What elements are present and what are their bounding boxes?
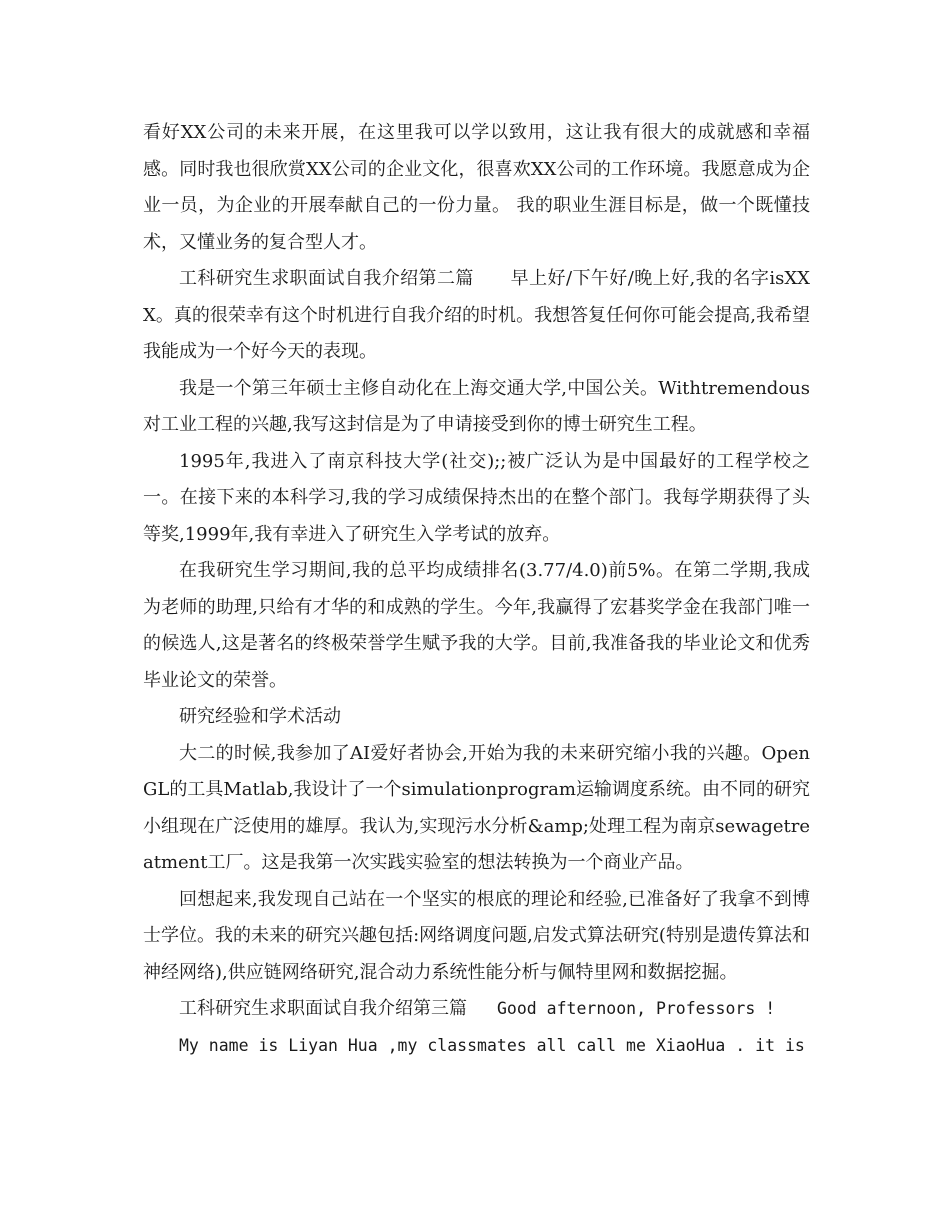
paragraph-1: 看好XX公司的未来开展，在这里我可以学以致用，这让我有很大的成就感和幸福感。同时我也很欣赏XX公司的企业文化，很喜欢XX公司的工作环境。我愿意成为企业一员，为企业的开展奉献自己的一份力量。 我的职业生涯目标是，做一个既懂技术，又懂业务的复合型人才。 bbox=[143, 122, 810, 253]
section-heading: 研究经验和学术活动 bbox=[179, 706, 341, 727]
paragraph-3: 我是一个第三年硕士主修自动化在上海交通大学,中国公关。Withtremendous对工业工程的兴趣,我写这封信是为了申请接受到你的博士研究生工程。 bbox=[143, 377, 810, 435]
greeting-text: Good afternoon, Professors ! bbox=[497, 999, 776, 1018]
document-body bbox=[143, 115, 810, 1064]
paragraph-2: 工科研究生求职面试自我介绍第二篇 早上好/下午好/晚上好,我的名字isXXX。真的很荣幸有这个时机进行自我介绍的时机。我想答复任何你可能会提高,我希望我能成为一个好今天的表现。 bbox=[143, 268, 810, 362]
paragraph-4: 1995年,我进入了南京科技大学(社交);;被广泛认为是中国最好的工程学校之一。在接下来的本科学习,我的学习成绩保持杰出的在整个部门。我每学期获得了头等奖,1999年,我有幸进入了研究生入学考试的放弃。 bbox=[143, 450, 810, 545]
intro-line: My name is Liyan Hua ,my classmates all call me XiaoHua . it is bbox=[179, 1035, 805, 1055]
paragraph-5: 在我研究生学习期间,我的总平均成绩排名(3.77/4.0)前5%。在第二学期,我成为老师的助理,只给有才华的和成熟的学生。今年,我赢得了宏碁奖学金在我部门唯一的候选人,这是著名的终极荣誉学生赋予我的大学。目前,我准备我的毕业论文和优秀毕业论文的荣誉。 bbox=[143, 560, 810, 691]
third-part-heading: 工科研究生求职面试自我介绍第三篇 bbox=[179, 998, 467, 1019]
third-part-line bbox=[143, 991, 810, 1028]
paragraph-7: 回想起来,我发现自己站在一个坚实的根底的理论和经验,已准备好了我拿不到博士学位。我的未来的研究兴趣包括:网络调度问题,启发式算法研究(特别是遗传算法和神经网络),供应链网络研究,混合动力系统性能分析与佩特里网和数据挖掘。 bbox=[143, 888, 810, 983]
paragraph-6: 大二的时候,我参加了AI爱好者协会,开始为我的未来研究缩小我的兴趣。OpenGL的工具Matlab,我设计了一个simulationprogram运输调度系统。由不同的研究小组现在广泛使用的雄厚。我认为,实现污水分析&amp;处理工程为南京sewagetreatment工厂。这是我第一次实践实验室的想法转换为一个商业产品。 bbox=[143, 742, 810, 873]
